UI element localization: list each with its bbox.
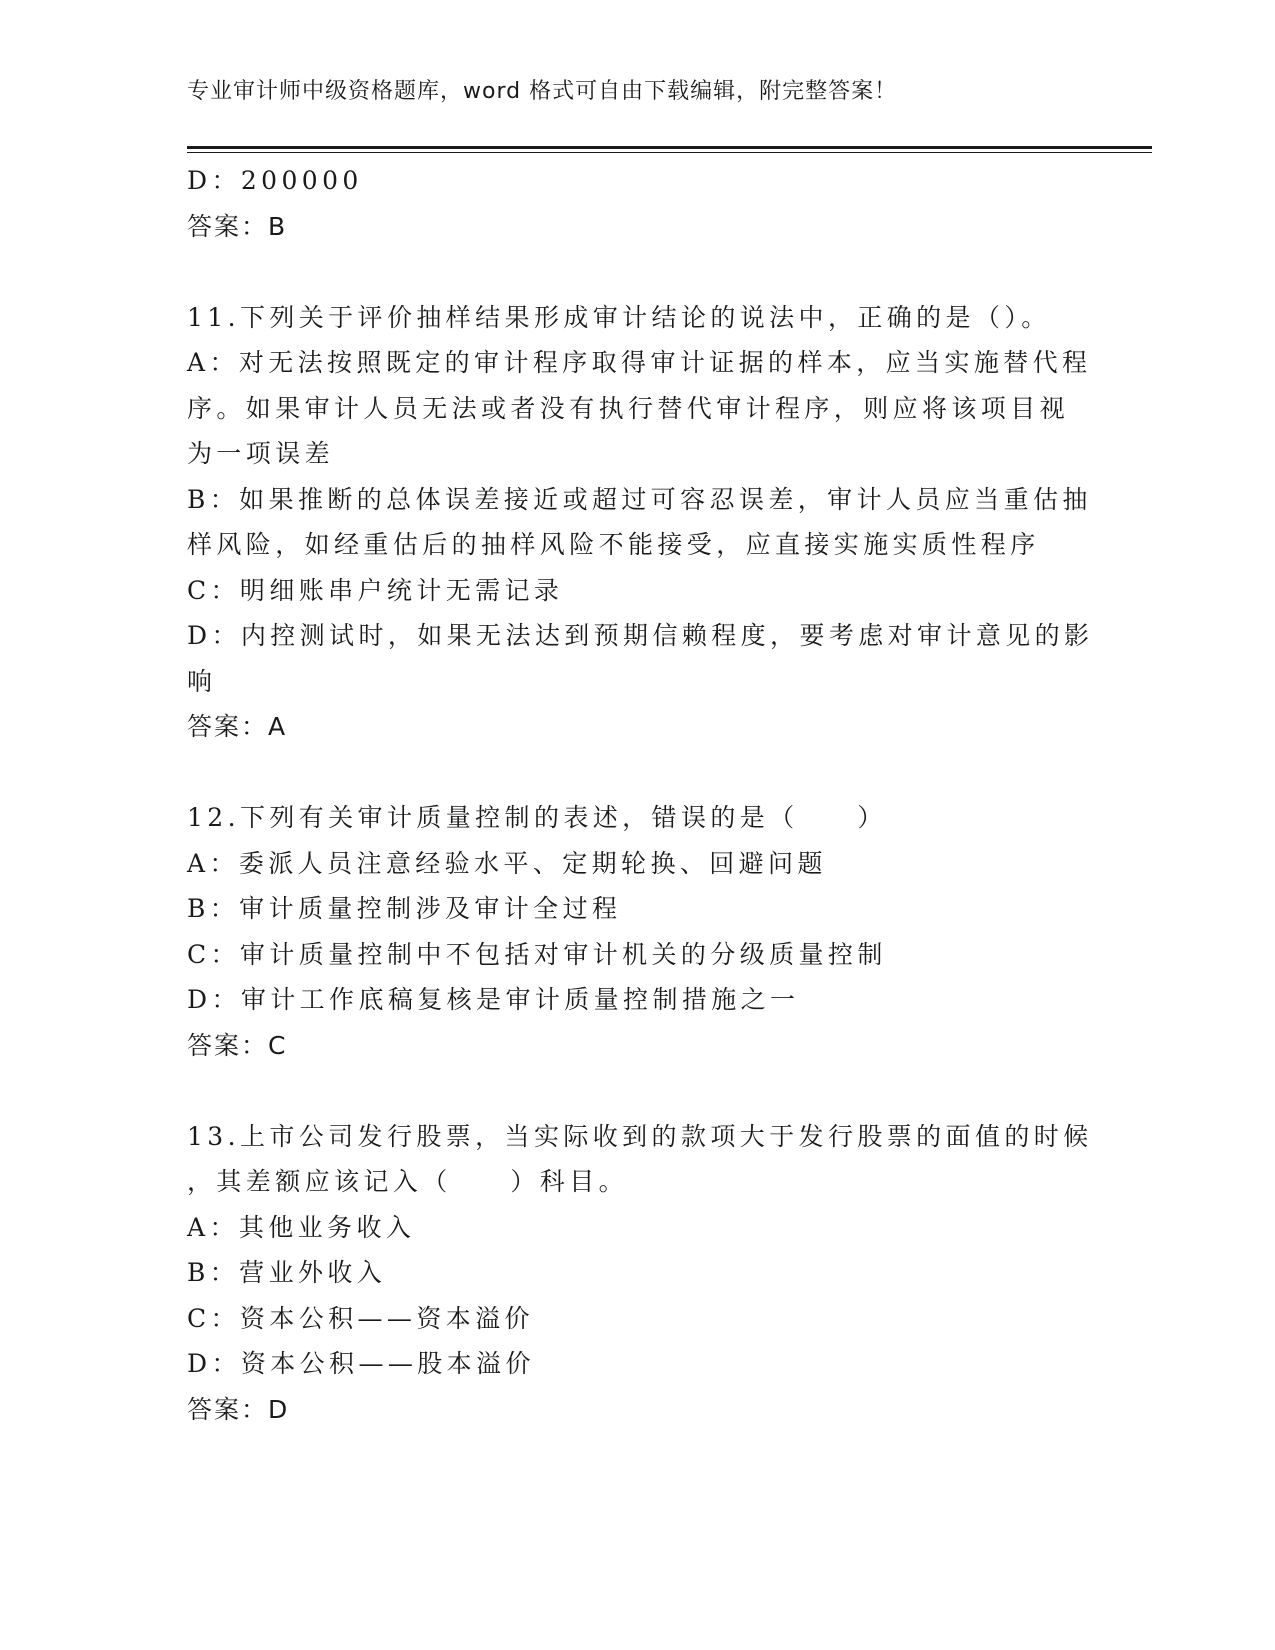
prev-answer: 答案：B bbox=[187, 211, 288, 241]
q11-option-a-line: 为一项误差 bbox=[187, 439, 335, 468]
q11-option-a-line: A：对无法按照既定的审计程序取得审计证据的样本，应当实施替代程 bbox=[187, 348, 1092, 377]
header-rule-thin bbox=[187, 152, 1152, 153]
q11-option-b-line: B：如果推断的总体误差接近或超过可容忍误差，审计人员应当重估抽 bbox=[187, 484, 1092, 514]
q13-option-c: C：资本公积——资本溢价 bbox=[187, 1303, 534, 1333]
q13-option-b: B：营业外收入 bbox=[187, 1258, 387, 1287]
header-rule-thick bbox=[187, 146, 1152, 149]
q11-stem: 11.下列关于评价抽样结果形成审计结论的说法中，正确的是（）。 bbox=[187, 302, 1051, 332]
q12-option-a: A：委派人员注意经验水平、定期轮换、回避问题 bbox=[187, 848, 827, 878]
q11-option-d-line: D：内控测试时，如果无法达到预期信赖程度，要考虑对审计意见的影 bbox=[187, 621, 1094, 650]
q13-stem-line: 13.上市公司发行股票，当实际收到的款项大于发行股票的面值的时候 bbox=[187, 1121, 1093, 1151]
q11-option-c: C：明细账串户统计无需记录 bbox=[187, 575, 564, 605]
page-header: 专业审计师中级资格题库，word 格式可自由下载编辑，附完整答案！ bbox=[187, 79, 898, 104]
q13-answer: 答案：D bbox=[187, 1394, 290, 1424]
q11-answer: 答案：A bbox=[187, 712, 288, 741]
spacer bbox=[187, 1068, 1087, 1114]
q12-option-b: B：审计质量控制涉及审计全过程 bbox=[187, 894, 622, 923]
q12-answer: 答案：C bbox=[187, 1030, 288, 1060]
q12-option-d: D：审计工作底稿复核是审计质量控制措施之一 bbox=[187, 985, 800, 1014]
spacer bbox=[187, 249, 1087, 295]
prev-option-d: D：200000 bbox=[187, 166, 363, 195]
q11-option-a-line: 序。如果审计人员无法或者没有执行替代审计程序，则应将该项目视 bbox=[187, 393, 1070, 423]
spacer bbox=[187, 750, 1087, 796]
q11-option-d-line: 响 bbox=[187, 666, 217, 696]
question-content bbox=[187, 158, 1094, 1432]
q12-option-c: C：审计质量控制中不包括对审计机关的分级质量控制 bbox=[187, 939, 887, 969]
q12-stem: 12.下列有关审计质量控制的表述，错误的是（ ） bbox=[187, 803, 887, 832]
q13-option-d: D：资本公积——股本溢价 bbox=[187, 1349, 535, 1378]
q11-option-b-line: 样风险，如经重估后的抽样风险不能接受，应直接实施实质性程序 bbox=[187, 530, 1040, 559]
q13-stem-line: ，其差额应该记入（ ）科目。 bbox=[187, 1167, 629, 1196]
q13-option-a: A：其他业务收入 bbox=[187, 1212, 416, 1242]
